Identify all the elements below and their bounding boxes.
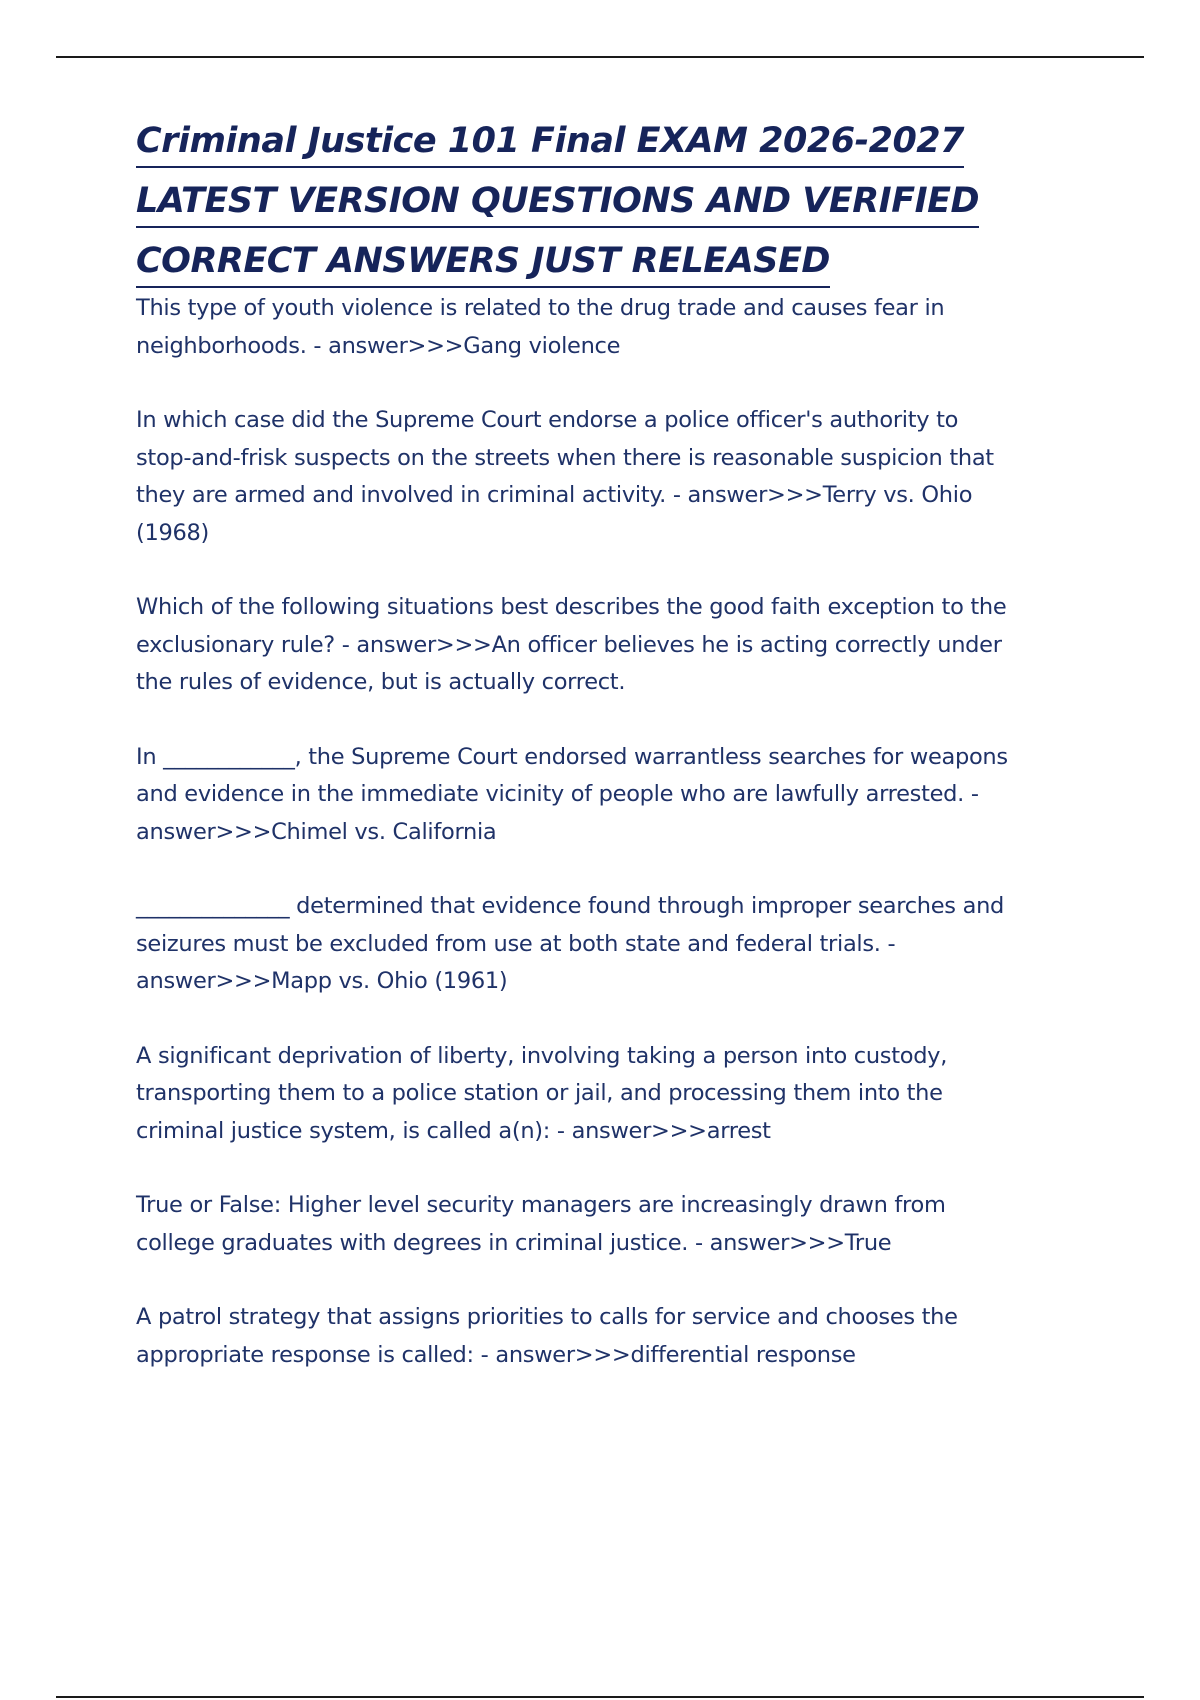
answer-separator: - answer>>> bbox=[334, 631, 492, 658]
qa-item bbox=[136, 589, 1016, 702]
question-answer-list bbox=[136, 290, 1016, 1374]
answer-separator: - answer>>> bbox=[136, 781, 979, 845]
answer-text: Chimel vs. California bbox=[271, 818, 497, 845]
question-text: True or False: Higher level security managers are increasingly drawn from college graduates with degrees in criminal justice. bbox=[136, 1192, 946, 1256]
answer-separator: - answer>>> bbox=[688, 1229, 845, 1256]
page-header-rule bbox=[56, 56, 1144, 58]
qa-item bbox=[136, 1038, 1016, 1151]
qa-item bbox=[136, 888, 1016, 1001]
answer-separator: - answer>>> bbox=[473, 1341, 631, 1368]
answer-text: arrest bbox=[706, 1117, 771, 1144]
page-footer-rule bbox=[56, 1696, 1144, 1698]
fill-in-blank: ____________ bbox=[163, 743, 295, 770]
document-title bbox=[136, 112, 1016, 292]
answer-separator: - answer>>> bbox=[136, 930, 896, 994]
question-text: A patrol strategy that assigns priorities to calls for service and chooses the appropriate response is called: bbox=[136, 1304, 958, 1368]
answer-text: True bbox=[844, 1229, 892, 1256]
question-text: Which of the following situations best describes the good faith exception to the exclusionary rule? bbox=[136, 594, 1007, 658]
answer-text: An officer believes he is acting correctly under the rules of evidence, but is actually correct. bbox=[136, 631, 1002, 695]
answer-text: Terry vs. Ohio (1968) bbox=[136, 482, 973, 546]
title-line-3: CORRECT ANSWERS JUST RELEASED bbox=[136, 236, 830, 288]
question-text: In which case did the Supreme Court endorse a police officer's authority to stop-and-frisk suspects on the streets when there is reasonable suspicion that they are armed and involved in criminal activity. bbox=[136, 407, 994, 508]
title-line-2: LATEST VERSION QUESTIONS AND VERIFIED bbox=[136, 176, 979, 228]
answer-text: Gang violence bbox=[463, 332, 621, 359]
question-text-after-blank: determined that evidence found through improper searches and seizures must be excluded from use at both state and federal trials. bbox=[136, 893, 1005, 957]
answer-text: Mapp vs. Ohio (1961) bbox=[271, 968, 508, 994]
qa-item bbox=[136, 1187, 1016, 1262]
qa-item bbox=[136, 1299, 1016, 1374]
qa-item bbox=[136, 290, 1016, 365]
answer-text: differential response bbox=[630, 1341, 856, 1368]
fill-in-blank: ______________ bbox=[136, 893, 290, 919]
answer-separator: - answer>>> bbox=[666, 482, 823, 508]
question-text: This type of youth violence is related to the drug trade and causes fear in neighborhoods. bbox=[136, 295, 945, 359]
question-text-before-blank: In bbox=[136, 743, 164, 770]
answer-separator: - answer>>> bbox=[550, 1117, 707, 1144]
question-text-after-blank: , the Supreme Court endorsed warrantless searches for weapons and evidence in the immediate vicinity of people who are lawfully arrested. bbox=[136, 743, 1008, 807]
answer-separator: - answer>>> bbox=[306, 332, 464, 359]
document-body bbox=[136, 112, 1016, 1411]
title-line-1: Criminal Justice 101 Final EXAM 2026-2027 bbox=[136, 116, 964, 168]
qa-item bbox=[136, 739, 1016, 852]
qa-item bbox=[136, 402, 1016, 552]
question-text: A significant deprivation of liberty, involving taking a person into custody, transporting them to a police station or jail, and processing them into the criminal justice system, is called a(n): bbox=[136, 1042, 948, 1144]
